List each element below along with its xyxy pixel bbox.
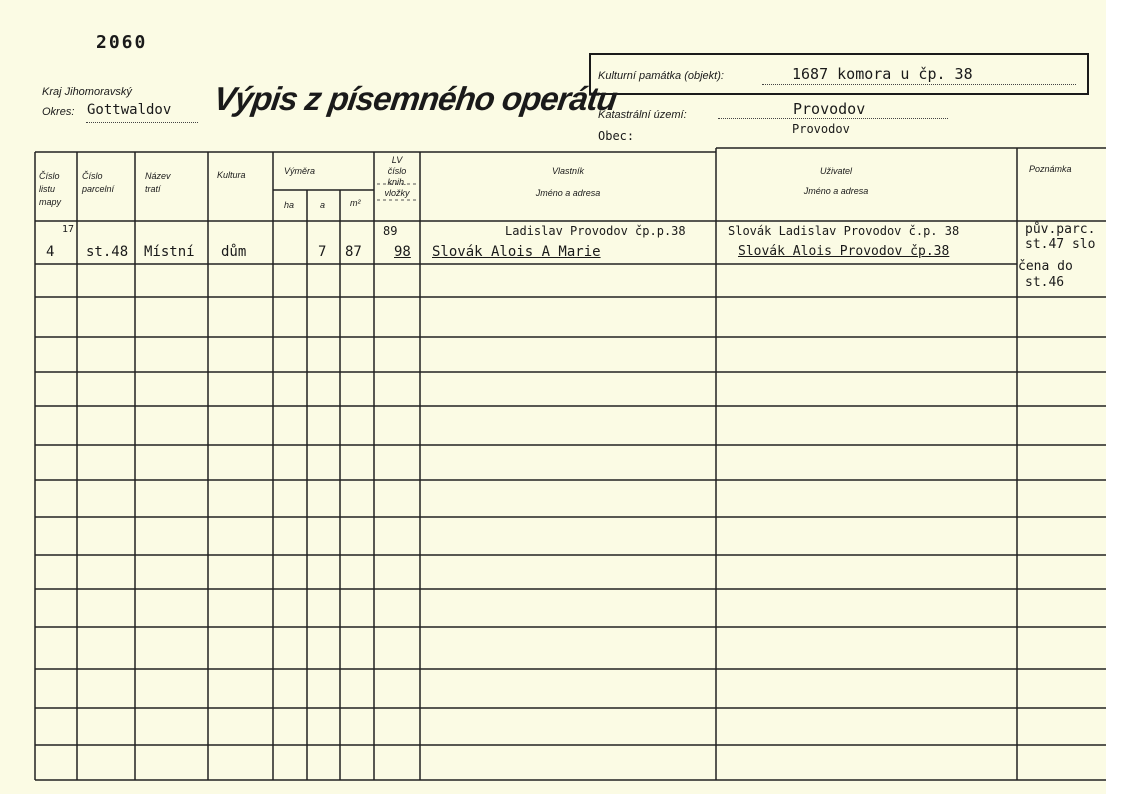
okres-label: Okres: (42, 106, 75, 118)
obec-value: Provodov (792, 122, 850, 136)
page-margin (1106, 0, 1123, 794)
col-ha: ha (284, 200, 295, 210)
document-number: 2060 (96, 32, 148, 53)
row1-parcelni: st.48 (86, 244, 129, 260)
row1-poznamka-3: čena do (1018, 259, 1073, 274)
col-uzivatel-sub: Jméno a adresa (803, 186, 869, 196)
col-a: a (320, 200, 326, 210)
row1-poznamka-2: st.47 slo (1025, 237, 1096, 252)
col-poznamka: Poznámka (1029, 164, 1072, 174)
col-lv: LV číslo knih. vložky (384, 155, 410, 198)
row1-lv-top: 89 (383, 224, 398, 238)
row1-uzivatel: Slovák Alois Provodov čp.38 (738, 244, 950, 259)
row1-kultura: dům (221, 244, 247, 260)
kulturni-pamatka-value: 1687 komora u čp. 38 (792, 65, 973, 83)
col-kultura: Kultura (217, 170, 246, 180)
row1-vlastnik-top: Ladislav Provodov čp.p.38 (505, 224, 686, 238)
col-vlastnik: Vlastník (551, 166, 584, 176)
kraj-label: Kraj (42, 86, 62, 98)
col-nazev-trati: Název tratí (145, 171, 171, 194)
row1-lv: 98 (394, 244, 411, 260)
kraj-value: Jihomoravský (64, 86, 132, 98)
page-title: Výpis z písemného operátu (211, 80, 619, 117)
okres-value: Gottwaldov (87, 102, 172, 118)
col-cislo-parcelni: Číslo parcelní (82, 171, 115, 194)
row1-a: 7 (318, 244, 327, 260)
row1-list: 4 (46, 244, 55, 260)
katastralni-uzemi-value: Provodov (793, 100, 866, 118)
col-vlastnik-sub: Jméno a adresa (535, 188, 601, 198)
col-uzivatel: Uživatel (819, 166, 852, 176)
kulturni-pamatka-label: Kulturní památka (objekt): (598, 70, 724, 82)
row1-list-top: 17 (62, 224, 75, 235)
row1-poznamka-1: pův.parc. (1025, 222, 1096, 237)
obec-label: Obec: (598, 129, 635, 143)
row1-poznamka-4: st.46 (1025, 275, 1065, 290)
row1-nazev: Místní (144, 244, 195, 260)
col-cislo-listu: Číslo listu mapy (39, 171, 62, 207)
row1-vlastnik: Slovák Alois A Marie (432, 244, 601, 260)
row1-m2: 87 (345, 244, 362, 260)
katastralni-uzemi-label: Katastrální území: (598, 109, 687, 121)
col-vymera: Výměra (284, 166, 316, 176)
row1-uzivatel-top: Slovák Ladislav Provodov č.p. 38 (728, 224, 960, 238)
col-m2: m² (350, 198, 361, 208)
